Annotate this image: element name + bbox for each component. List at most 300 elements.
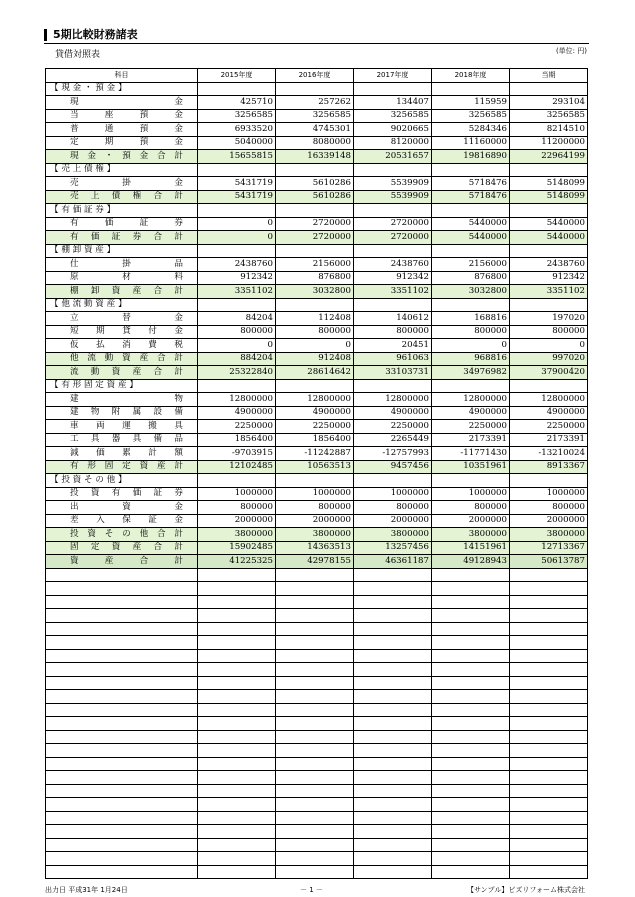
category-row	[46, 474, 588, 488]
empty-cell	[198, 784, 276, 798]
title-rule	[44, 43, 589, 44]
account-label	[46, 487, 198, 501]
value-cell: 2000000	[198, 514, 276, 528]
empty-cell	[46, 568, 198, 582]
value-cell: 912342	[354, 271, 432, 285]
value-cell: 0	[432, 339, 510, 353]
account-label-text: 差 入 保 証 金	[70, 515, 183, 526]
value-cell: 5431719	[198, 190, 276, 204]
empty-row	[46, 717, 588, 731]
value-cell: 20531657	[354, 150, 432, 164]
value-cell: 3800000	[354, 528, 432, 542]
empty-cell	[46, 703, 198, 717]
value-cell: -11242887	[276, 447, 354, 461]
value-cell	[510, 204, 588, 218]
value-cell: 1000000	[198, 487, 276, 501]
empty-cell	[510, 771, 588, 785]
empty-row	[46, 838, 588, 852]
empty-cell	[198, 771, 276, 785]
value-cell: 50613787	[510, 555, 588, 569]
empty-cell	[276, 838, 354, 852]
value-cell: 3032800	[432, 285, 510, 299]
value-cell	[276, 244, 354, 258]
empty-row	[46, 865, 588, 879]
empty-cell	[510, 703, 588, 717]
empty-cell	[354, 649, 432, 663]
account-label	[46, 339, 198, 353]
value-cell: 912342	[198, 271, 276, 285]
value-cell: 8080000	[276, 136, 354, 150]
value-cell: 997020	[510, 352, 588, 366]
value-cell: 12800000	[432, 393, 510, 407]
empty-cell	[276, 771, 354, 785]
empty-row	[46, 609, 588, 623]
value-cell: 16339148	[276, 150, 354, 164]
value-cell: 4900000	[510, 406, 588, 420]
value-cell: 5440000	[510, 217, 588, 231]
account-label	[46, 96, 198, 110]
table-row	[46, 136, 588, 150]
empty-row	[46, 825, 588, 839]
empty-cell	[46, 744, 198, 758]
value-cell: 0	[198, 339, 276, 353]
empty-cell	[354, 798, 432, 812]
total-row	[46, 528, 588, 542]
value-cell: 0	[510, 339, 588, 353]
value-cell: 5718476	[432, 177, 510, 191]
value-cell: 15655815	[198, 150, 276, 164]
value-cell: 293104	[510, 96, 588, 110]
account-label: 【 現 金 ・ 預 金 】	[46, 82, 198, 96]
account-label	[46, 555, 198, 569]
value-cell: 5610286	[276, 177, 354, 191]
table-row	[46, 406, 588, 420]
empty-cell	[198, 649, 276, 663]
account-label	[46, 177, 198, 191]
value-cell: 22964199	[510, 150, 588, 164]
table-row	[46, 447, 588, 461]
value-cell: 876800	[432, 271, 510, 285]
empty-cell	[510, 663, 588, 677]
value-cell: 5148099	[510, 177, 588, 191]
value-cell: 12102485	[198, 460, 276, 474]
empty-cell	[46, 757, 198, 771]
empty-row	[46, 568, 588, 582]
total-row	[46, 555, 588, 569]
value-cell: 800000	[432, 501, 510, 515]
table-row	[46, 217, 588, 231]
empty-cell	[510, 568, 588, 582]
value-cell: 4900000	[354, 406, 432, 420]
value-cell: 5539909	[354, 190, 432, 204]
empty-row	[46, 595, 588, 609]
empty-row	[46, 703, 588, 717]
empty-cell	[46, 649, 198, 663]
value-cell: 2250000	[276, 420, 354, 434]
empty-cell	[510, 811, 588, 825]
value-cell: 12800000	[354, 393, 432, 407]
table-row	[46, 123, 588, 137]
value-cell	[510, 163, 588, 177]
value-cell: 14363513	[276, 541, 354, 555]
table-row	[46, 420, 588, 434]
value-cell: 3800000	[510, 528, 588, 542]
account-label-text: 立 替 金	[70, 312, 183, 323]
empty-cell	[198, 703, 276, 717]
value-cell: 1000000	[354, 487, 432, 501]
value-cell: 5284346	[432, 123, 510, 137]
empty-cell	[276, 784, 354, 798]
account-label-text: 原 材 料	[70, 272, 183, 283]
empty-cell	[46, 730, 198, 744]
value-cell: 2156000	[432, 258, 510, 272]
value-cell	[198, 82, 276, 96]
value-cell: 2156000	[276, 258, 354, 272]
empty-cell	[510, 649, 588, 663]
empty-cell	[46, 811, 198, 825]
empty-cell	[354, 757, 432, 771]
account-label-text: 売 掛 金	[70, 177, 183, 188]
value-cell: 257262	[276, 96, 354, 110]
empty-cell	[354, 811, 432, 825]
value-cell: -12757993	[354, 447, 432, 461]
account-label: 【 投 資 そ の 他 】	[46, 474, 198, 488]
value-cell: 2173391	[432, 433, 510, 447]
account-label-text: 有 価 証 券	[70, 218, 183, 229]
account-label-text: 現 金	[70, 96, 183, 107]
empty-cell	[354, 771, 432, 785]
empty-cell	[354, 595, 432, 609]
empty-cell	[432, 622, 510, 636]
category-row	[46, 379, 588, 393]
account-label	[46, 393, 198, 407]
value-cell: 3351102	[198, 285, 276, 299]
value-cell: 2438760	[510, 258, 588, 272]
total-row	[46, 285, 588, 299]
account-label-text: 減 価 累 計 額	[70, 447, 183, 458]
value-cell: 3800000	[198, 528, 276, 542]
empty-cell	[198, 838, 276, 852]
category-row	[46, 204, 588, 218]
account-label	[46, 501, 198, 515]
empty-cell	[510, 730, 588, 744]
empty-cell	[354, 663, 432, 677]
value-cell: 9020665	[354, 123, 432, 137]
empty-cell	[354, 730, 432, 744]
value-cell: 25322840	[198, 366, 276, 380]
value-cell	[354, 379, 432, 393]
value-cell: 115959	[432, 96, 510, 110]
value-cell: 46361187	[354, 555, 432, 569]
value-cell: 2250000	[354, 420, 432, 434]
empty-row	[46, 676, 588, 690]
empty-row	[46, 649, 588, 663]
empty-cell	[276, 798, 354, 812]
value-cell: 884204	[198, 352, 276, 366]
empty-cell	[198, 582, 276, 596]
value-cell	[432, 298, 510, 312]
account-label-text: 資 産 合 計	[70, 555, 183, 566]
empty-cell	[432, 703, 510, 717]
empty-cell	[432, 757, 510, 771]
category-row	[46, 82, 588, 96]
empty-cell	[354, 865, 432, 879]
empty-cell	[46, 865, 198, 879]
account-label-text: 建 物	[70, 393, 183, 404]
value-cell: 0	[198, 217, 276, 231]
account-label	[46, 150, 198, 164]
value-cell: 4900000	[276, 406, 354, 420]
empty-cell	[432, 771, 510, 785]
empty-cell	[276, 703, 354, 717]
value-cell: -9703915	[198, 447, 276, 461]
empty-cell	[354, 717, 432, 731]
value-cell: 1000000	[432, 487, 510, 501]
empty-cell	[432, 730, 510, 744]
empty-cell	[198, 717, 276, 731]
account-label: 【 売 上 債 権 】	[46, 163, 198, 177]
value-cell: 0	[198, 231, 276, 245]
value-cell: 5440000	[510, 231, 588, 245]
empty-cell	[276, 717, 354, 731]
account-label-text: 現 金 ・ 預 金 合 計	[70, 150, 183, 161]
empty-cell	[510, 609, 588, 623]
value-cell	[354, 163, 432, 177]
account-label	[46, 271, 198, 285]
table-row	[46, 501, 588, 515]
account-label-text: 普 通 預 金	[70, 123, 183, 134]
value-cell: 12800000	[276, 393, 354, 407]
empty-cell	[510, 784, 588, 798]
empty-cell	[46, 717, 198, 731]
empty-cell	[510, 865, 588, 879]
total-row	[46, 190, 588, 204]
empty-row	[46, 636, 588, 650]
empty-cell	[198, 622, 276, 636]
value-cell	[276, 82, 354, 96]
empty-cell	[510, 676, 588, 690]
value-cell: 2250000	[432, 420, 510, 434]
empty-cell	[432, 811, 510, 825]
empty-cell	[198, 636, 276, 650]
empty-cell	[46, 690, 198, 704]
empty-cell	[432, 717, 510, 731]
empty-cell	[432, 838, 510, 852]
empty-cell	[276, 865, 354, 879]
total-row	[46, 150, 588, 164]
empty-cell	[198, 690, 276, 704]
empty-cell	[198, 609, 276, 623]
value-cell: 2720000	[354, 217, 432, 231]
total-row	[46, 460, 588, 474]
value-cell	[432, 163, 510, 177]
value-cell: 5610286	[276, 190, 354, 204]
sheet-subtitle: 貸借対照表	[55, 50, 101, 60]
value-cell: 2000000	[432, 514, 510, 528]
empty-cell	[432, 690, 510, 704]
value-cell	[198, 204, 276, 218]
value-cell: 2000000	[354, 514, 432, 528]
value-cell	[354, 82, 432, 96]
value-cell: 4900000	[198, 406, 276, 420]
account-label	[46, 447, 198, 461]
value-cell: 2720000	[354, 231, 432, 245]
empty-cell	[432, 582, 510, 596]
account-label	[46, 433, 198, 447]
empty-cell	[510, 690, 588, 704]
account-label: 【 他 流 動 資 産 】	[46, 298, 198, 312]
empty-cell	[46, 595, 198, 609]
value-cell: 2720000	[276, 217, 354, 231]
empty-cell	[432, 676, 510, 690]
value-cell: 10351961	[432, 460, 510, 474]
value-cell	[354, 298, 432, 312]
account-label	[46, 312, 198, 326]
account-label	[46, 190, 198, 204]
value-cell: 2438760	[354, 258, 432, 272]
empty-row	[46, 771, 588, 785]
account-label-text: 有 価 証 券 合 計	[70, 231, 183, 242]
account-label-text: 棚 卸 資 産 合 計	[70, 285, 183, 296]
table-header-row	[46, 69, 588, 83]
value-cell	[276, 379, 354, 393]
empty-cell	[46, 636, 198, 650]
empty-cell	[354, 852, 432, 866]
empty-cell	[354, 784, 432, 798]
empty-row	[46, 784, 588, 798]
value-cell: 3256585	[510, 109, 588, 123]
empty-cell	[354, 609, 432, 623]
account-label	[46, 420, 198, 434]
value-cell: 11160000	[432, 136, 510, 150]
value-cell: 12713367	[510, 541, 588, 555]
account-label: 【 棚 卸 資 産 】	[46, 244, 198, 258]
value-cell: 2173391	[510, 433, 588, 447]
value-cell: 168816	[432, 312, 510, 326]
empty-cell	[510, 757, 588, 771]
account-label-text: 仮 払 消 費 税	[70, 339, 183, 350]
value-cell: 112408	[276, 312, 354, 326]
empty-cell	[432, 609, 510, 623]
value-cell: 5539909	[354, 177, 432, 191]
value-cell: 20451	[354, 339, 432, 353]
value-cell	[354, 204, 432, 218]
account-label	[46, 231, 198, 245]
table-row	[46, 258, 588, 272]
table-row	[46, 325, 588, 339]
empty-row	[46, 730, 588, 744]
empty-cell	[510, 852, 588, 866]
account-label	[46, 123, 198, 137]
table-row	[46, 339, 588, 353]
empty-cell	[46, 852, 198, 866]
value-cell	[432, 82, 510, 96]
value-cell	[276, 163, 354, 177]
empty-cell	[432, 744, 510, 758]
empty-cell	[46, 825, 198, 839]
table-body	[46, 82, 588, 879]
empty-cell	[354, 825, 432, 839]
value-cell: 37900420	[510, 366, 588, 380]
value-cell	[432, 474, 510, 488]
value-cell: 134407	[354, 96, 432, 110]
empty-cell	[276, 636, 354, 650]
value-cell: 4745301	[276, 123, 354, 137]
value-cell: 2720000	[276, 231, 354, 245]
value-cell: -13210024	[510, 447, 588, 461]
empty-cell	[198, 676, 276, 690]
value-cell: 14151961	[432, 541, 510, 555]
value-cell: 19816890	[432, 150, 510, 164]
value-cell: 2000000	[276, 514, 354, 528]
value-cell: 800000	[276, 501, 354, 515]
empty-cell	[198, 852, 276, 866]
table-row	[46, 393, 588, 407]
empty-cell	[510, 582, 588, 596]
table-row	[46, 177, 588, 191]
empty-cell	[510, 838, 588, 852]
empty-cell	[46, 798, 198, 812]
account-label	[46, 352, 198, 366]
value-cell: 3351102	[354, 285, 432, 299]
account-label	[46, 460, 198, 474]
value-cell: 6933520	[198, 123, 276, 137]
value-cell: 4900000	[432, 406, 510, 420]
account-label	[46, 514, 198, 528]
account-label	[46, 136, 198, 150]
empty-cell	[198, 865, 276, 879]
value-cell: 5040000	[198, 136, 276, 150]
value-cell: 3256585	[354, 109, 432, 123]
value-cell: 3800000	[276, 528, 354, 542]
empty-cell	[198, 798, 276, 812]
account-label	[46, 258, 198, 272]
empty-cell	[276, 811, 354, 825]
empty-cell	[276, 568, 354, 582]
value-cell: 2250000	[510, 420, 588, 434]
value-cell	[276, 298, 354, 312]
company-name: 【サンプル】ビズリフォーム株式会社	[466, 886, 585, 894]
account-label	[46, 217, 198, 231]
empty-cell	[354, 690, 432, 704]
value-cell: 5148099	[510, 190, 588, 204]
value-cell	[432, 379, 510, 393]
empty-cell	[198, 663, 276, 677]
value-cell: 2000000	[510, 514, 588, 528]
empty-cell	[276, 852, 354, 866]
total-row	[46, 541, 588, 555]
value-cell: 11200000	[510, 136, 588, 150]
empty-cell	[432, 568, 510, 582]
empty-cell	[198, 744, 276, 758]
value-cell: 961063	[354, 352, 432, 366]
value-cell: 1000000	[510, 487, 588, 501]
value-cell	[354, 474, 432, 488]
value-cell	[198, 244, 276, 258]
account-label-text: 投 資 有 価 証 券	[70, 488, 183, 499]
account-label-text: 固 定 資 産 合 計	[70, 542, 183, 553]
account-label-text: 出 資 金	[70, 501, 183, 512]
empty-cell	[432, 636, 510, 650]
value-cell: 41225325	[198, 555, 276, 569]
empty-cell	[276, 609, 354, 623]
account-label: 【 有 形 固 定 資 産 】	[46, 379, 198, 393]
value-cell: -11771430	[432, 447, 510, 461]
empty-cell	[432, 784, 510, 798]
column-header-current: 当期	[510, 69, 588, 83]
empty-cell	[354, 622, 432, 636]
account-label-text: 定 期 預 金	[70, 137, 183, 148]
